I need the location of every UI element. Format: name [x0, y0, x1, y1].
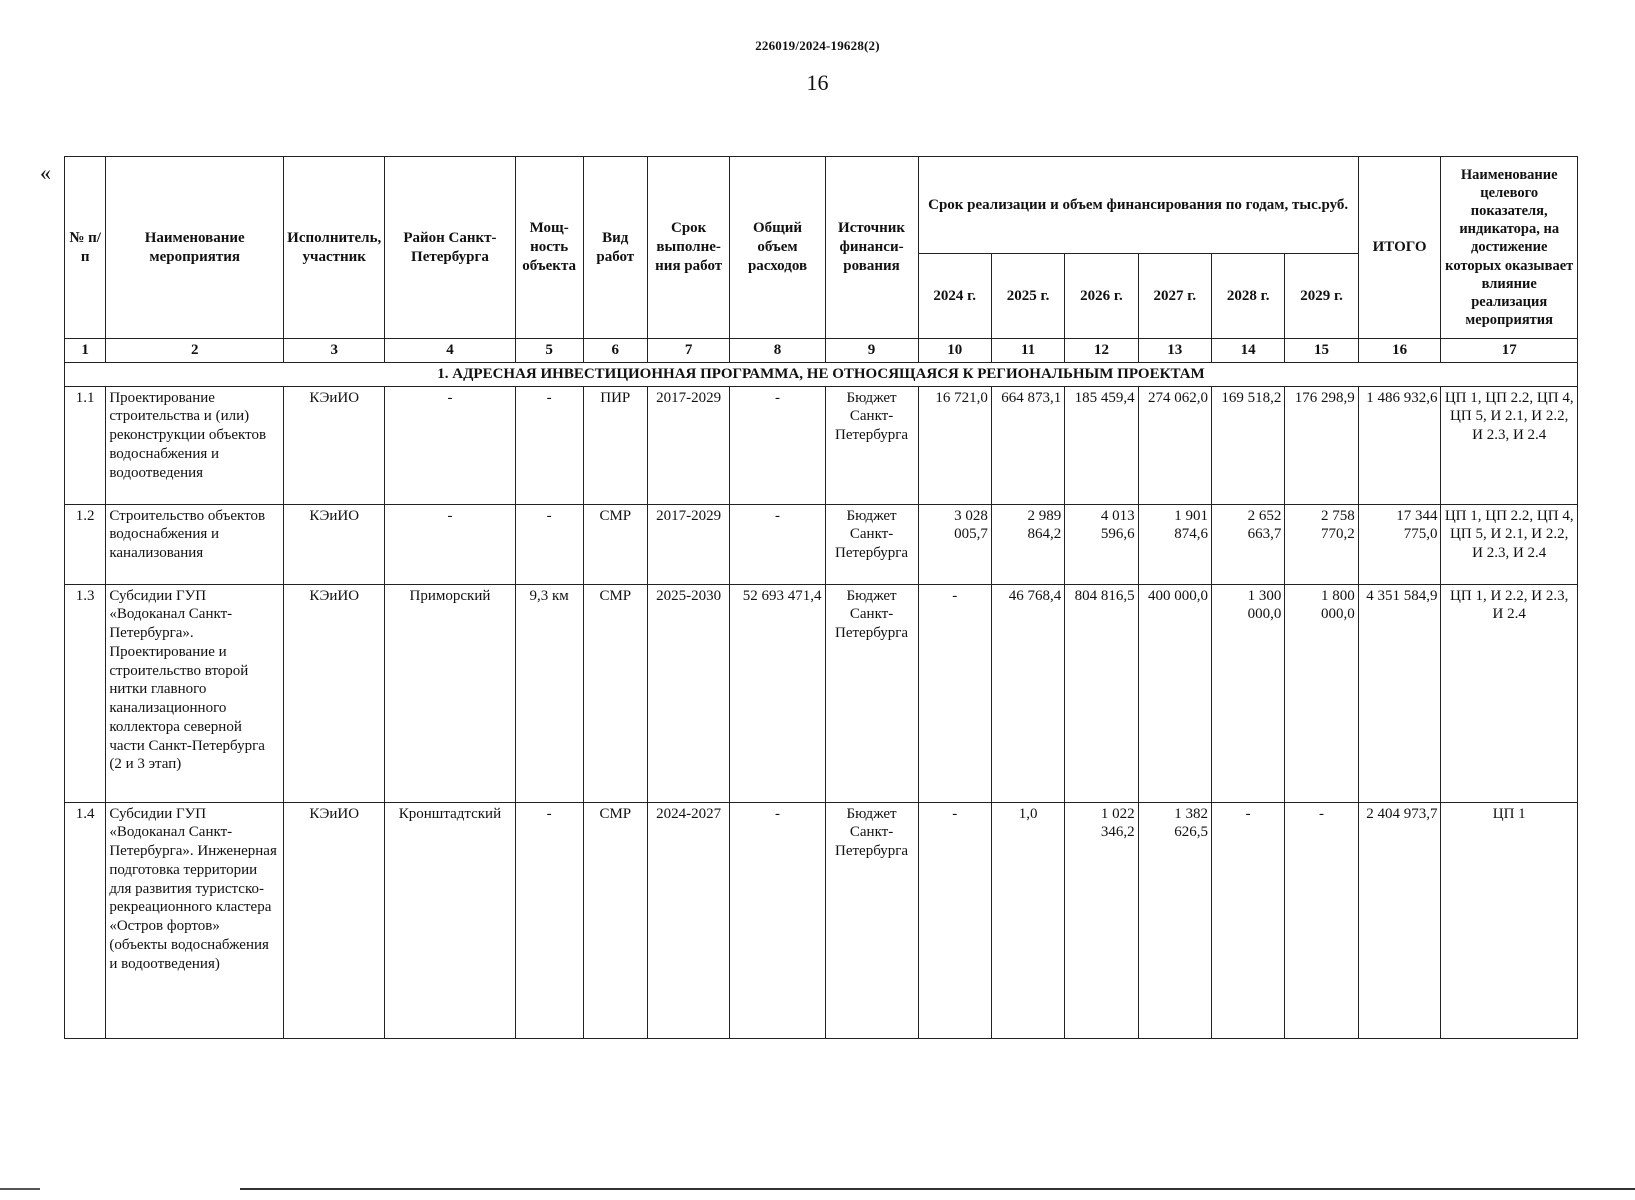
row-year-2027: 400 000,0	[1138, 584, 1211, 802]
column-number: 15	[1285, 339, 1358, 363]
row-year-2024: -	[918, 802, 991, 1038]
col-year-2024: 2024 г.	[918, 254, 991, 339]
row-total: 17 344 775,0	[1358, 504, 1441, 584]
row-year-2029: 1 800 000,0	[1285, 584, 1358, 802]
row-year-2027: 274 062,0	[1138, 386, 1211, 504]
row-term: 2025-2030	[647, 584, 730, 802]
section-row	[65, 362, 1578, 386]
column-number: 17	[1441, 339, 1578, 363]
row-term: 2017-2029	[647, 386, 730, 504]
row-total-cost: -	[730, 386, 825, 504]
column-number: 1	[65, 339, 106, 363]
row-capacity: 9,3 км	[515, 584, 583, 802]
row-num: 1.3	[65, 584, 106, 802]
row-capacity: -	[515, 802, 583, 1038]
bottom-divider-left	[0, 1188, 40, 1190]
column-number: 8	[730, 339, 825, 363]
col-term-header: Срок выполне-ния работ	[647, 157, 730, 339]
bottom-divider	[240, 1188, 1635, 1190]
col-year-2025: 2025 г.	[991, 254, 1064, 339]
col-num-header: № п/п	[65, 157, 106, 339]
row-district: -	[385, 386, 515, 504]
row-capacity: -	[515, 504, 583, 584]
row-term: 2024-2027	[647, 802, 730, 1038]
section-title: 1. АДРЕСНАЯ ИНВЕСТИЦИОННАЯ ПРОГРАММА, НЕ ОТНОСЯЩАЯСЯ К РЕГИОНАЛЬНЫМ ПРОЕКТАМ	[65, 362, 1578, 386]
row-year-2025: 46 768,4	[991, 584, 1064, 802]
row-work-type: ПИР	[583, 386, 647, 504]
column-number: 5	[515, 339, 583, 363]
col-year-2026: 2026 г.	[1065, 254, 1138, 339]
row-total: 1 486 932,6	[1358, 386, 1441, 504]
table-row	[65, 386, 1578, 504]
row-source: Бюджет Санкт-Петербурга	[825, 386, 918, 504]
col-year-2028: 2028 г.	[1211, 254, 1284, 339]
row-num: 1.4	[65, 802, 106, 1038]
row-name: Субсидии ГУП «Водоканал Санкт-Петербурга». Проектирование и строительство второй нитки главного канализационного коллектора северной части Санкт-Петербурга (2 и 3 этап)	[106, 584, 284, 802]
row-name: Проектирование строительства и (или) реконструкции объектов водоснабжения и водоотведения	[106, 386, 284, 504]
table-row	[65, 504, 1578, 584]
row-year-2028: 1 300 000,0	[1211, 584, 1284, 802]
row-district: -	[385, 504, 515, 584]
table-row	[65, 584, 1578, 802]
row-work-type: СМР	[583, 802, 647, 1038]
row-total-cost: -	[730, 504, 825, 584]
row-year-2027: 1 382 626,5	[1138, 802, 1211, 1038]
row-source: Бюджет Санкт-Петербурга	[825, 584, 918, 802]
row-year-2024: -	[918, 584, 991, 802]
row-year-2029: 2 758 770,2	[1285, 504, 1358, 584]
col-work-type-header: Вид работ	[583, 157, 647, 339]
col-financing-group-header: Срок реализации и объем финансирования по годам, тыс.руб.	[918, 157, 1358, 254]
row-year-2027: 1 901 874,6	[1138, 504, 1211, 584]
document-id: 226019/2024-19628(2)	[755, 38, 880, 53]
row-executor: КЭиИО	[284, 386, 385, 504]
col-year-2029: 2029 г.	[1285, 254, 1358, 339]
row-year-2029: -	[1285, 802, 1358, 1038]
row-executor: КЭиИО	[284, 504, 385, 584]
row-year-2025: 2 989 864,2	[991, 504, 1064, 584]
column-number: 13	[1138, 339, 1211, 363]
row-year-2025: 664 873,1	[991, 386, 1064, 504]
column-number: 4	[385, 339, 515, 363]
column-number: 7	[647, 339, 730, 363]
row-indicator: ЦП 1, ЦП 2.2, ЦП 4, ЦП 5, И 2.1, И 2.2, И 2.3, И 2.4	[1441, 386, 1578, 504]
row-year-2024: 16 721,0	[918, 386, 991, 504]
column-number: 3	[284, 339, 385, 363]
column-number: 12	[1065, 339, 1138, 363]
column-number: 11	[991, 339, 1064, 363]
col-indicator-header: Наименование целевого показателя, индикатора, на достижение которых оказывает влияние реализация мероприятия	[1441, 157, 1578, 339]
row-work-type: СМР	[583, 504, 647, 584]
column-number: 14	[1211, 339, 1284, 363]
row-total: 2 404 973,7	[1358, 802, 1441, 1038]
row-year-2024: 3 028 005,7	[918, 504, 991, 584]
column-number: 6	[583, 339, 647, 363]
col-total-header: ИТОГО	[1358, 157, 1441, 339]
row-year-2028: 2 652 663,7	[1211, 504, 1284, 584]
col-year-2027: 2027 г.	[1138, 254, 1211, 339]
col-total-cost-header: Общий объем расходов	[730, 157, 825, 339]
column-number: 2	[106, 339, 284, 363]
row-capacity: -	[515, 386, 583, 504]
row-indicator: ЦП 1, ЦП 2.2, ЦП 4, ЦП 5, И 2.1, И 2.2, И 2.3, И 2.4	[1441, 504, 1578, 584]
row-source: Бюджет Санкт-Петербурга	[825, 504, 918, 584]
row-year-2028: 169 518,2	[1211, 386, 1284, 504]
row-district: Кронштадтский	[385, 802, 515, 1038]
row-total-cost: 52 693 471,4	[730, 584, 825, 802]
row-indicator: ЦП 1	[1441, 802, 1578, 1038]
row-work-type: СМР	[583, 584, 647, 802]
col-district-header: Район Санкт-Петербурга	[385, 157, 515, 339]
opening-quote: «	[40, 160, 51, 185]
row-term: 2017-2029	[647, 504, 730, 584]
row-num: 1.2	[65, 504, 106, 584]
row-name: Субсидии ГУП «Водоканал Санкт-Петербурга». Инженерная подготовка территории для развития туристско-рекреационного кластера «Остров фортов» (объекты водоснабжения и водоотведения)	[106, 802, 284, 1038]
row-year-2028: -	[1211, 802, 1284, 1038]
column-number: 16	[1358, 339, 1441, 363]
row-total: 4 351 584,9	[1358, 584, 1441, 802]
row-year-2026: 4 013 596,6	[1065, 504, 1138, 584]
row-year-2026: 1 022 346,2	[1065, 802, 1138, 1038]
page-number: 16	[806, 70, 829, 95]
row-name: Строительство объектов водоснабжения и канализования	[106, 504, 284, 584]
table-row	[65, 802, 1578, 1038]
column-number: 10	[918, 339, 991, 363]
row-year-2026: 804 816,5	[1065, 584, 1138, 802]
row-executor: КЭиИО	[284, 802, 385, 1038]
row-executor: КЭиИО	[284, 584, 385, 802]
col-capacity-header: Мощ-ность объекта	[515, 157, 583, 339]
row-source: Бюджет Санкт-Петербурга	[825, 802, 918, 1038]
row-year-2025: 1,0	[991, 802, 1064, 1038]
column-number-row	[65, 339, 1578, 363]
investment-program-table	[64, 156, 1578, 1039]
col-name-header: Наименование мероприятия	[106, 157, 284, 339]
header-row-1	[65, 157, 1578, 254]
row-year-2029: 176 298,9	[1285, 386, 1358, 504]
row-total-cost: -	[730, 802, 825, 1038]
row-district: Приморский	[385, 584, 515, 802]
row-indicator: ЦП 1, И 2.2, И 2.3, И 2.4	[1441, 584, 1578, 802]
col-source-header: Источник финанси-рования	[825, 157, 918, 339]
row-year-2026: 185 459,4	[1065, 386, 1138, 504]
col-executor-header: Исполнитель, участник	[284, 157, 385, 339]
row-num: 1.1	[65, 386, 106, 504]
column-number: 9	[825, 339, 918, 363]
